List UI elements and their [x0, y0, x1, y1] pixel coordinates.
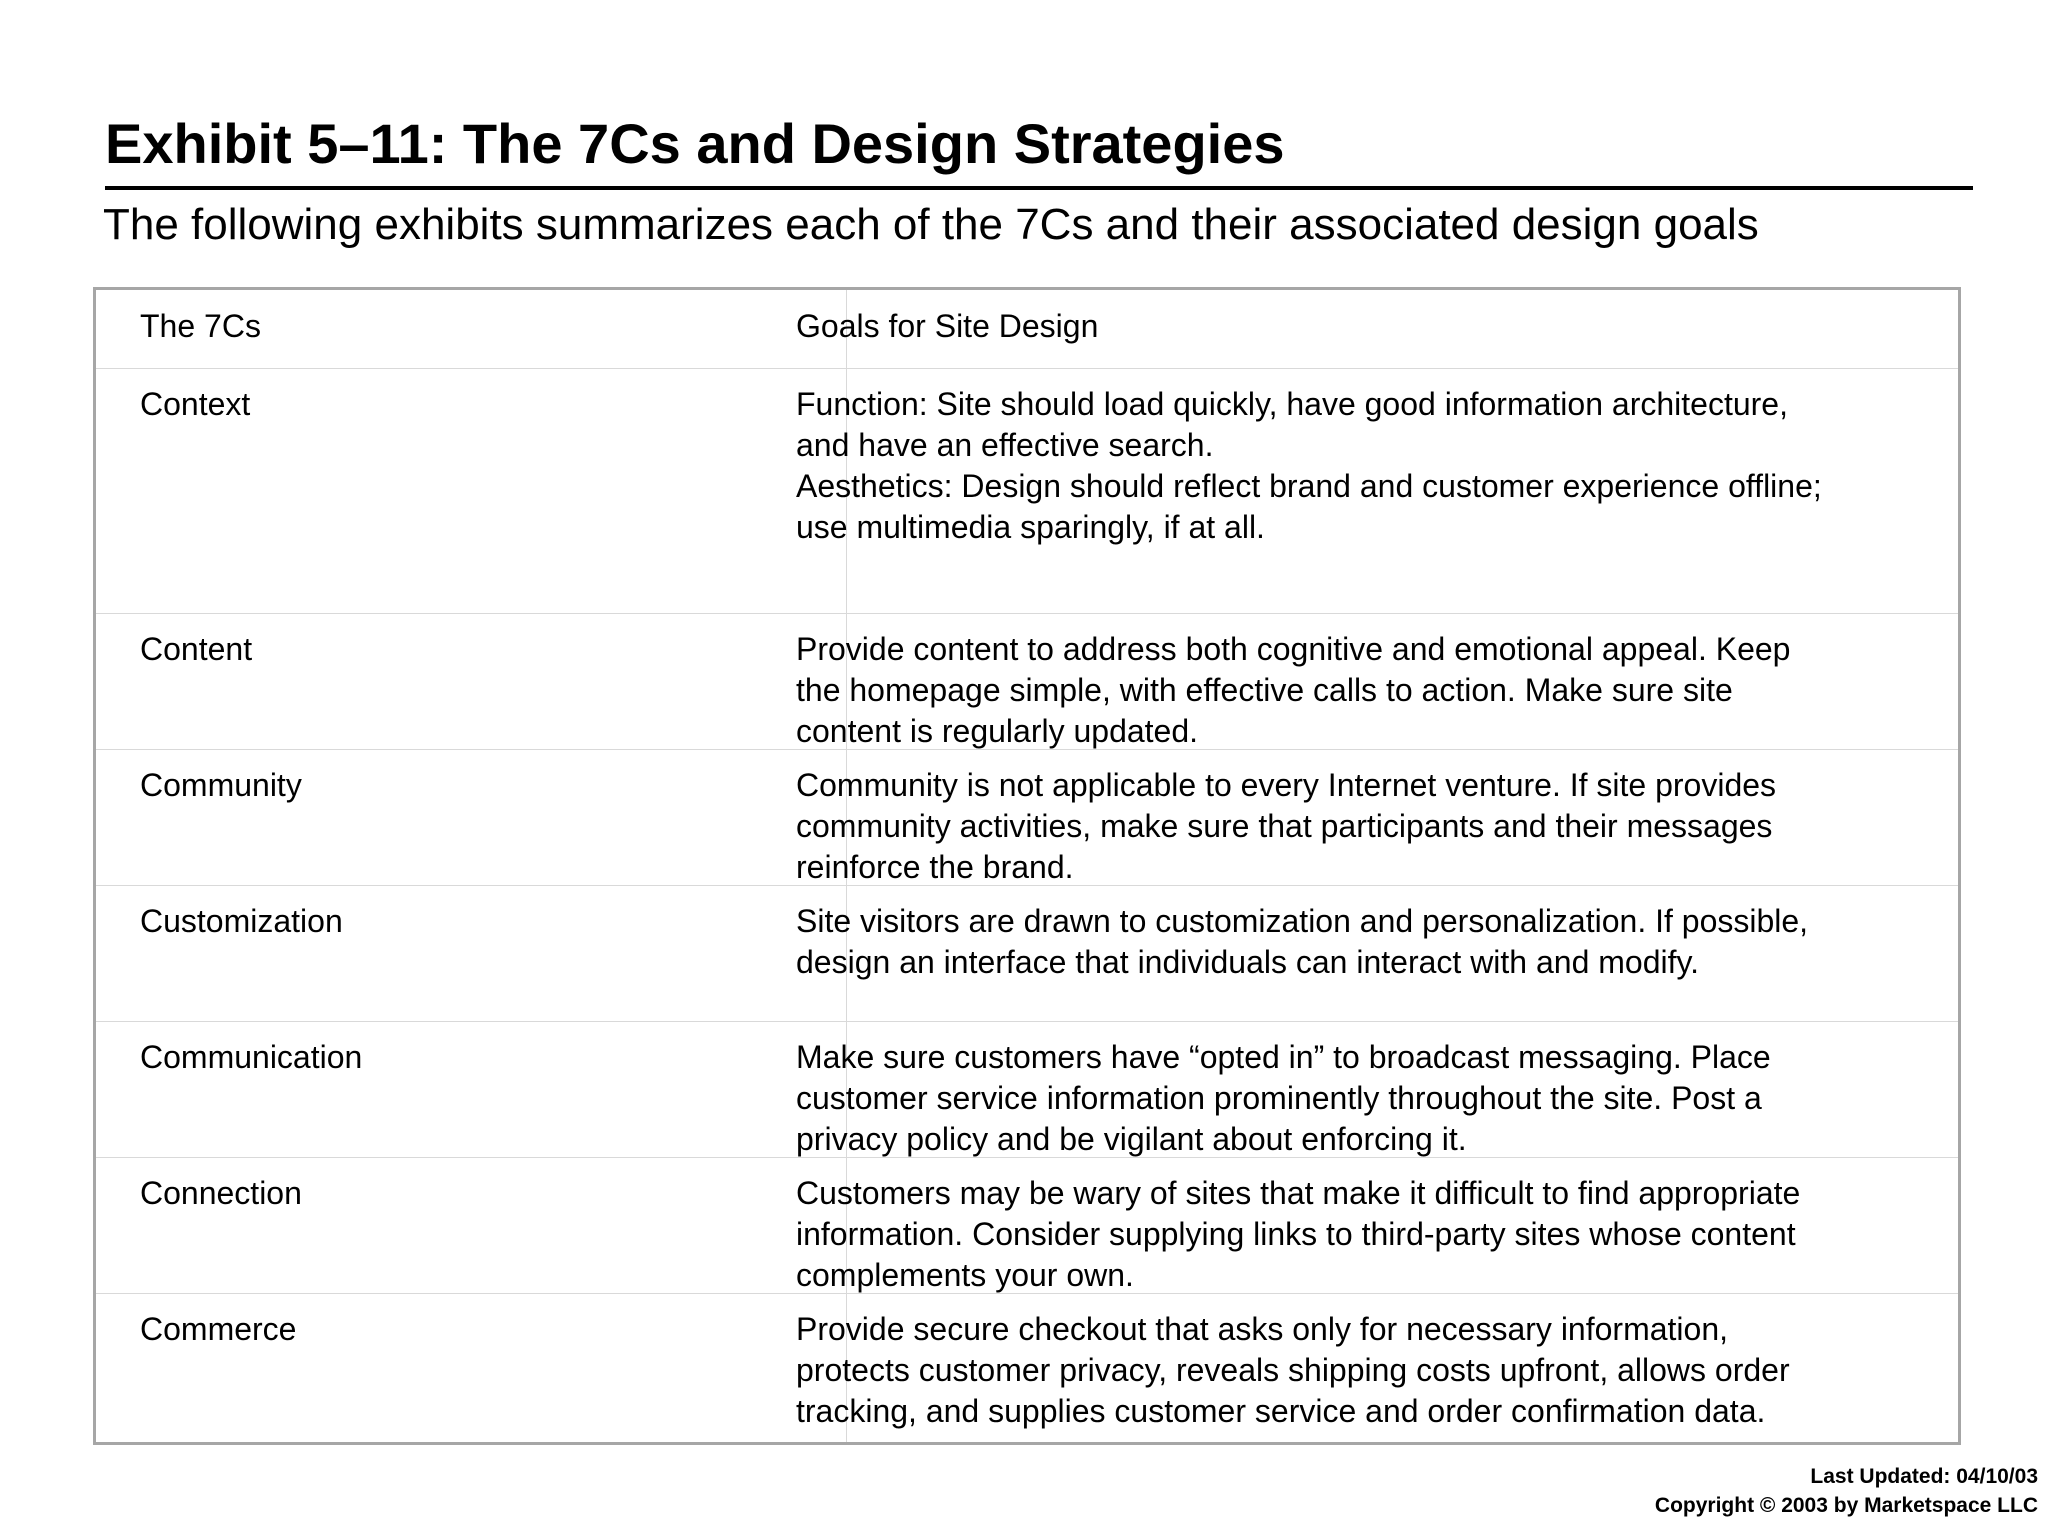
last-updated: Last Updated: 04/10/03	[1810, 1465, 2038, 1488]
goals-line: Function: Site should load quickly, have good information architecture,	[796, 386, 1788, 422]
copyright-notice: Copyright © 2003 by Marketspace LLC	[1654, 1494, 2038, 1517]
page-subtitle: The following exhibits summarizes each of the 7Cs and their associated design goals	[103, 200, 1759, 249]
table-row	[96, 368, 1958, 613]
goals-line: content is regularly updated.	[796, 713, 1199, 749]
goals-line: Aesthetics: Design should reflect brand and customer experience offline;	[796, 468, 1822, 504]
goals-line: Provide content to address both cognitive and emotional appeal. Keep	[796, 631, 1791, 667]
table-row	[96, 613, 1958, 749]
goals-line: reinforce the brand.	[796, 849, 1074, 885]
row-c-label: Customization	[140, 903, 343, 939]
row-goals	[796, 384, 1946, 548]
goals-line: use multimedia sparingly, if at all.	[796, 509, 1265, 545]
header-goals: Goals for Site Design	[796, 308, 1099, 344]
row-goals	[796, 1309, 1946, 1432]
table-row	[96, 1021, 1958, 1157]
goals-line: tracking, and supplies customer service and order confirmation data.	[796, 1393, 1766, 1429]
row-c-label: Context	[140, 386, 251, 422]
goals-line: customer service information prominently throughout the site. Post a	[796, 1080, 1762, 1116]
row-goals	[796, 765, 1946, 888]
row-c-label: Community	[140, 767, 302, 803]
page-footer	[1655, 1462, 2038, 1520]
row-c-label: Commerce	[140, 1311, 297, 1347]
table-row	[96, 749, 1958, 885]
goals-line: Customers may be wary of sites that make it difficult to find appropriate	[796, 1175, 1801, 1211]
table-row	[96, 885, 1958, 1021]
title-underline	[105, 186, 1973, 190]
goals-line: complements your own.	[796, 1257, 1134, 1293]
row-goals	[796, 901, 1946, 983]
goals-line: community activities, make sure that participants and their messages	[796, 808, 1773, 844]
goals-line: Provide secure checkout that asks only for necessary information,	[796, 1311, 1728, 1347]
goals-line: Make sure customers have “opted in” to broadcast messaging. Place	[796, 1039, 1771, 1075]
goals-line: design an interface that individuals can interact with and modify.	[796, 944, 1700, 980]
row-goals	[796, 629, 1946, 752]
row-goals	[796, 1037, 1946, 1160]
goals-line: protects customer privacy, reveals shipping costs upfront, allows order	[796, 1352, 1790, 1388]
table-row	[96, 1157, 1958, 1293]
table-header-row	[96, 290, 1958, 368]
row-goals	[796, 1173, 1946, 1296]
row-c-label: Content	[140, 631, 253, 667]
goals-line: Site visitors are drawn to customization and personalization. If possible,	[796, 903, 1809, 939]
table-row	[96, 1293, 1958, 1442]
goals-line: and have an effective search.	[796, 427, 1214, 463]
page-title: Exhibit 5–11: The 7Cs and Design Strategies	[105, 112, 1285, 175]
goals-line: the homepage simple, with effective calls to action. Make sure site	[796, 672, 1733, 708]
goals-line: information. Consider supplying links to third-party sites whose content	[796, 1216, 1796, 1252]
header-7cs: The 7Cs	[140, 308, 261, 344]
goals-line: Community is not applicable to every Internet venture. If site provides	[796, 767, 1777, 803]
row-c-label: Communication	[140, 1039, 363, 1075]
seven-cs-table	[93, 287, 1961, 1445]
goals-line: privacy policy and be vigilant about enforcing it.	[796, 1121, 1467, 1157]
row-c-label: Connection	[140, 1175, 302, 1211]
